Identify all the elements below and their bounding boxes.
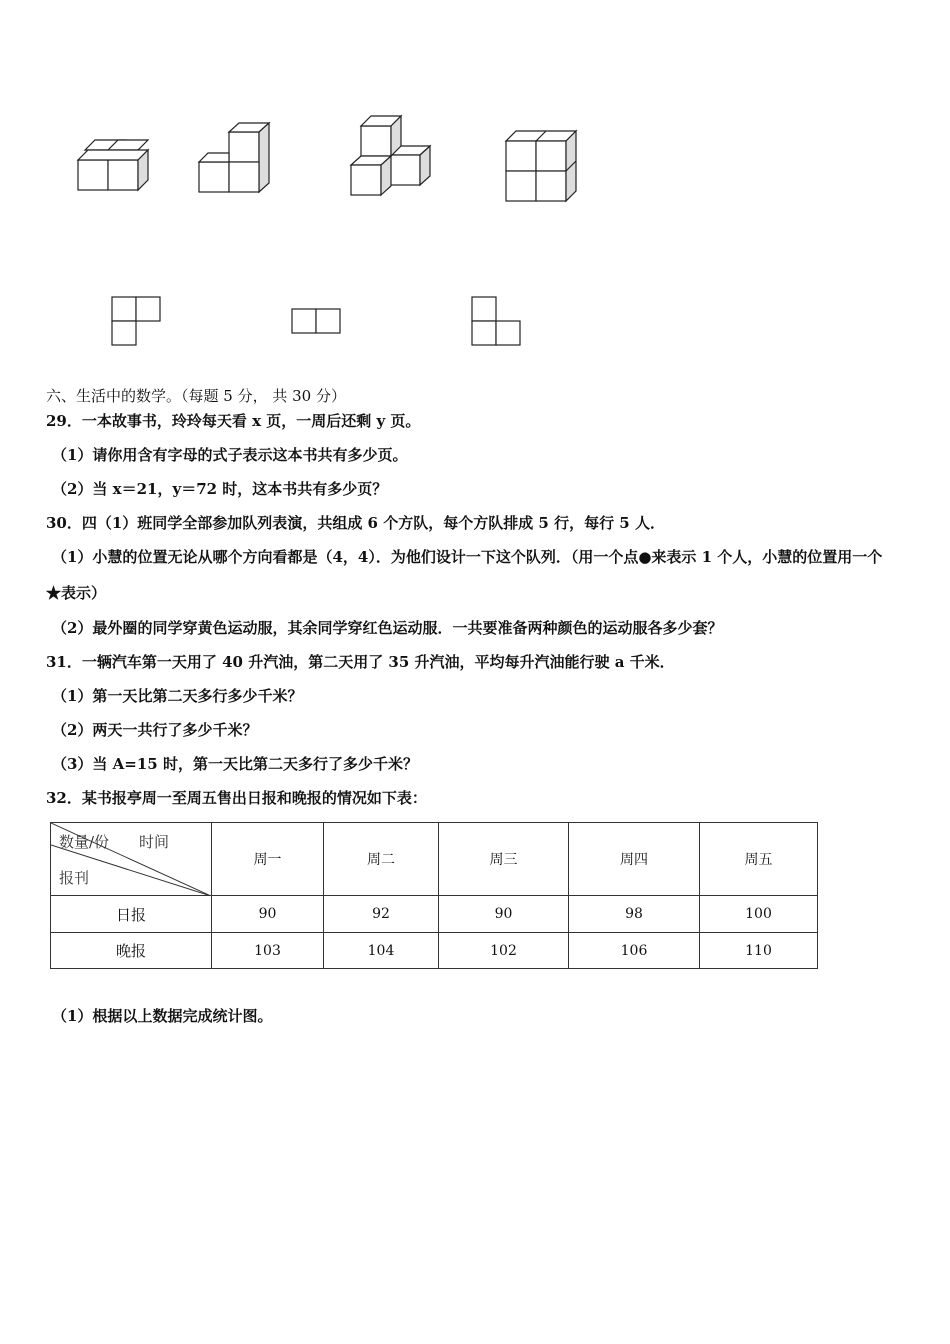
header-day: 周一 [212,823,324,896]
table-cell: 103 [212,933,324,969]
header-day: 周五 [700,823,818,896]
row-label: 晚报 [51,933,212,969]
header-paper: 报刊 [59,869,90,887]
table-cell: 104 [324,933,439,969]
header-quantity: 数量/份 [59,833,110,851]
header-day: 周二 [324,823,439,896]
q31-part2: （2）两天一共行了多少千米？ [52,721,258,739]
table-cell: 90 [439,896,569,933]
q31-stem: 31．一辆汽车第一天用了 40 升汽油，第二天用了 35 升汽油，平均每升汽油能行驶 a 千米． [46,653,675,671]
table-cell: 110 [700,933,818,969]
q32-stem: 32．某书报亭周一至周五售出日报和晚报的情况如下表： [46,789,427,807]
q31-part3: （3）当 A=15 时，第一天比第二天多行了多少千米？ [52,755,418,773]
cube-figure-1 [75,138,155,194]
table-row [51,933,818,969]
table-cell: 100 [700,896,818,933]
table-corner-header [51,823,212,896]
table-cell: 98 [569,896,700,933]
table-cell: 90 [212,896,324,933]
view-shape-1 [111,296,163,348]
section-title: 六、生活中的数学。（每题 5 分， 共 30 分） [46,387,346,405]
table-cell: 102 [439,933,569,969]
q29-part1: （1）请你用含有字母的式子表示这本书共有多少页。 [52,446,408,464]
header-day: 周四 [569,823,700,896]
view-shape-2 [291,308,343,336]
q30-part2: （2）最外圈的同学穿黄色运动服，其余同学穿红色运动服．一共要准备两种颜色的运动服各多少套？ [52,619,723,637]
newspaper-sales-table [50,822,818,969]
header-time: 时间 [139,833,170,851]
cube-figure-2 [196,120,276,196]
table-cell: 92 [324,896,439,933]
q29-part2: （2）当 x＝21，y＝72 时，这本书共有多少页？ [52,480,388,498]
header-day: 周三 [439,823,569,896]
table-row [51,896,818,933]
q30-part1: （1）小慧的位置无论从哪个方向看都是（4，4）．为他们设计一下这个队列．（用一个点●来表示 1 个人，小慧的位置用一个★表示） [46,548,883,602]
q32-part1: （1）根据以上数据完成统计图。 [52,1007,273,1025]
q30-stem: 30．四（1）班同学全部参加队列表演，共组成 6 个方队，每个方队排成 5 行，每行 5 人． [46,514,665,532]
view-shape-3 [471,296,523,348]
table-cell: 106 [569,933,700,969]
q29-stem: 29．一本故事书，玲玲每天看 x 页，一周后还剩 y 页。 [46,412,421,430]
cube-figure-4 [503,128,583,206]
q31-part1: （1）第一天比第二天多行多少千米？ [52,687,303,705]
cube-figure-3 [348,112,438,198]
row-label: 日报 [51,896,212,933]
